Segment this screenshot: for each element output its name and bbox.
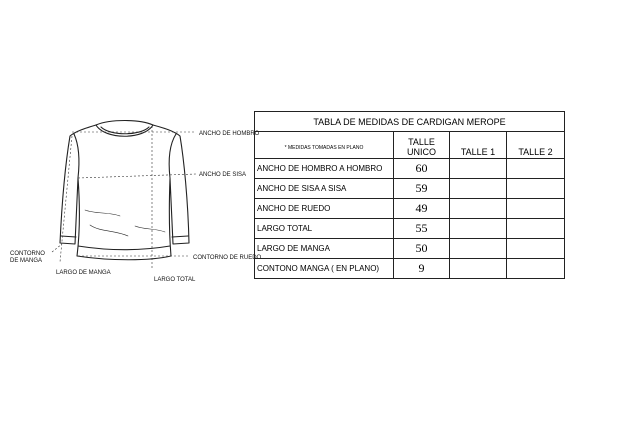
table-row — [255, 159, 565, 179]
cell-value — [507, 159, 565, 179]
row-label: LARGO TOTAL — [255, 219, 394, 239]
cell-value — [507, 219, 565, 239]
cell-value — [507, 199, 565, 219]
cell-value: 9 — [394, 259, 450, 279]
cell-value — [450, 199, 507, 219]
cell-value: 50 — [394, 239, 450, 259]
cell-value — [450, 219, 507, 239]
right-armhole — [169, 134, 176, 178]
row-label: LARGO DE MANGA — [255, 239, 394, 259]
hem-band — [78, 246, 170, 250]
cell-value — [450, 259, 507, 279]
table-row — [255, 259, 565, 279]
left-cuff — [61, 236, 76, 237]
label-hem-contour: CONTORNO DE RUEDO — [193, 255, 262, 261]
label-total-length: LARGO TOTAL — [154, 277, 196, 283]
cell-value — [450, 179, 507, 199]
right-cuff — [172, 236, 188, 237]
row-label: ANCHO DE HOMBRO A HOMBRO — [255, 159, 394, 179]
cell-value: 49 — [394, 199, 450, 219]
table-row — [255, 219, 565, 239]
row-label: ANCHO DE RUEDO — [255, 199, 394, 219]
cell-value — [450, 239, 507, 259]
size-table — [254, 111, 565, 279]
table-title: TABLA DE MEDIDAS DE CARDIGAN MEROPE — [255, 112, 565, 132]
column-header: TALLE 2 — [507, 132, 565, 159]
neckline-back — [96, 121, 153, 126]
neckline-inner — [101, 127, 149, 134]
armhole-guide — [78, 174, 196, 178]
cell-value: 59 — [394, 179, 450, 199]
column-header: TALLE 1 — [450, 132, 507, 159]
table-row — [255, 179, 565, 199]
table-row — [255, 199, 565, 219]
cell-value: 55 — [394, 219, 450, 239]
label-armhole-width: ANCHO DE SISA — [199, 172, 247, 178]
cell-value — [507, 259, 565, 279]
fold-lines — [85, 210, 165, 236]
table-header-row — [255, 132, 565, 159]
label-shoulder-width: ANCHO DE HOMBRO — [199, 131, 260, 137]
column-header: TALLE UNICO — [394, 132, 450, 159]
label-sleeve-length: LARGO DE MANGA — [56, 270, 111, 276]
cell-value — [507, 179, 565, 199]
table-row — [255, 239, 565, 259]
cell-value — [450, 159, 507, 179]
table-title-row — [255, 112, 565, 132]
row-label: ANCHO DE SISA A SISA — [255, 179, 394, 199]
cell-value — [507, 239, 565, 259]
label-sleeve-contour: CONTORNO DE MANGA — [10, 251, 45, 264]
table-note: * MEDIDAS TOMADAS EN PLANO — [255, 132, 394, 159]
left-armhole — [74, 134, 79, 178]
row-label: CONTONO MANGA ( EN PLANO) — [255, 259, 394, 279]
cell-value: 60 — [394, 159, 450, 179]
body-outline — [60, 125, 189, 260]
